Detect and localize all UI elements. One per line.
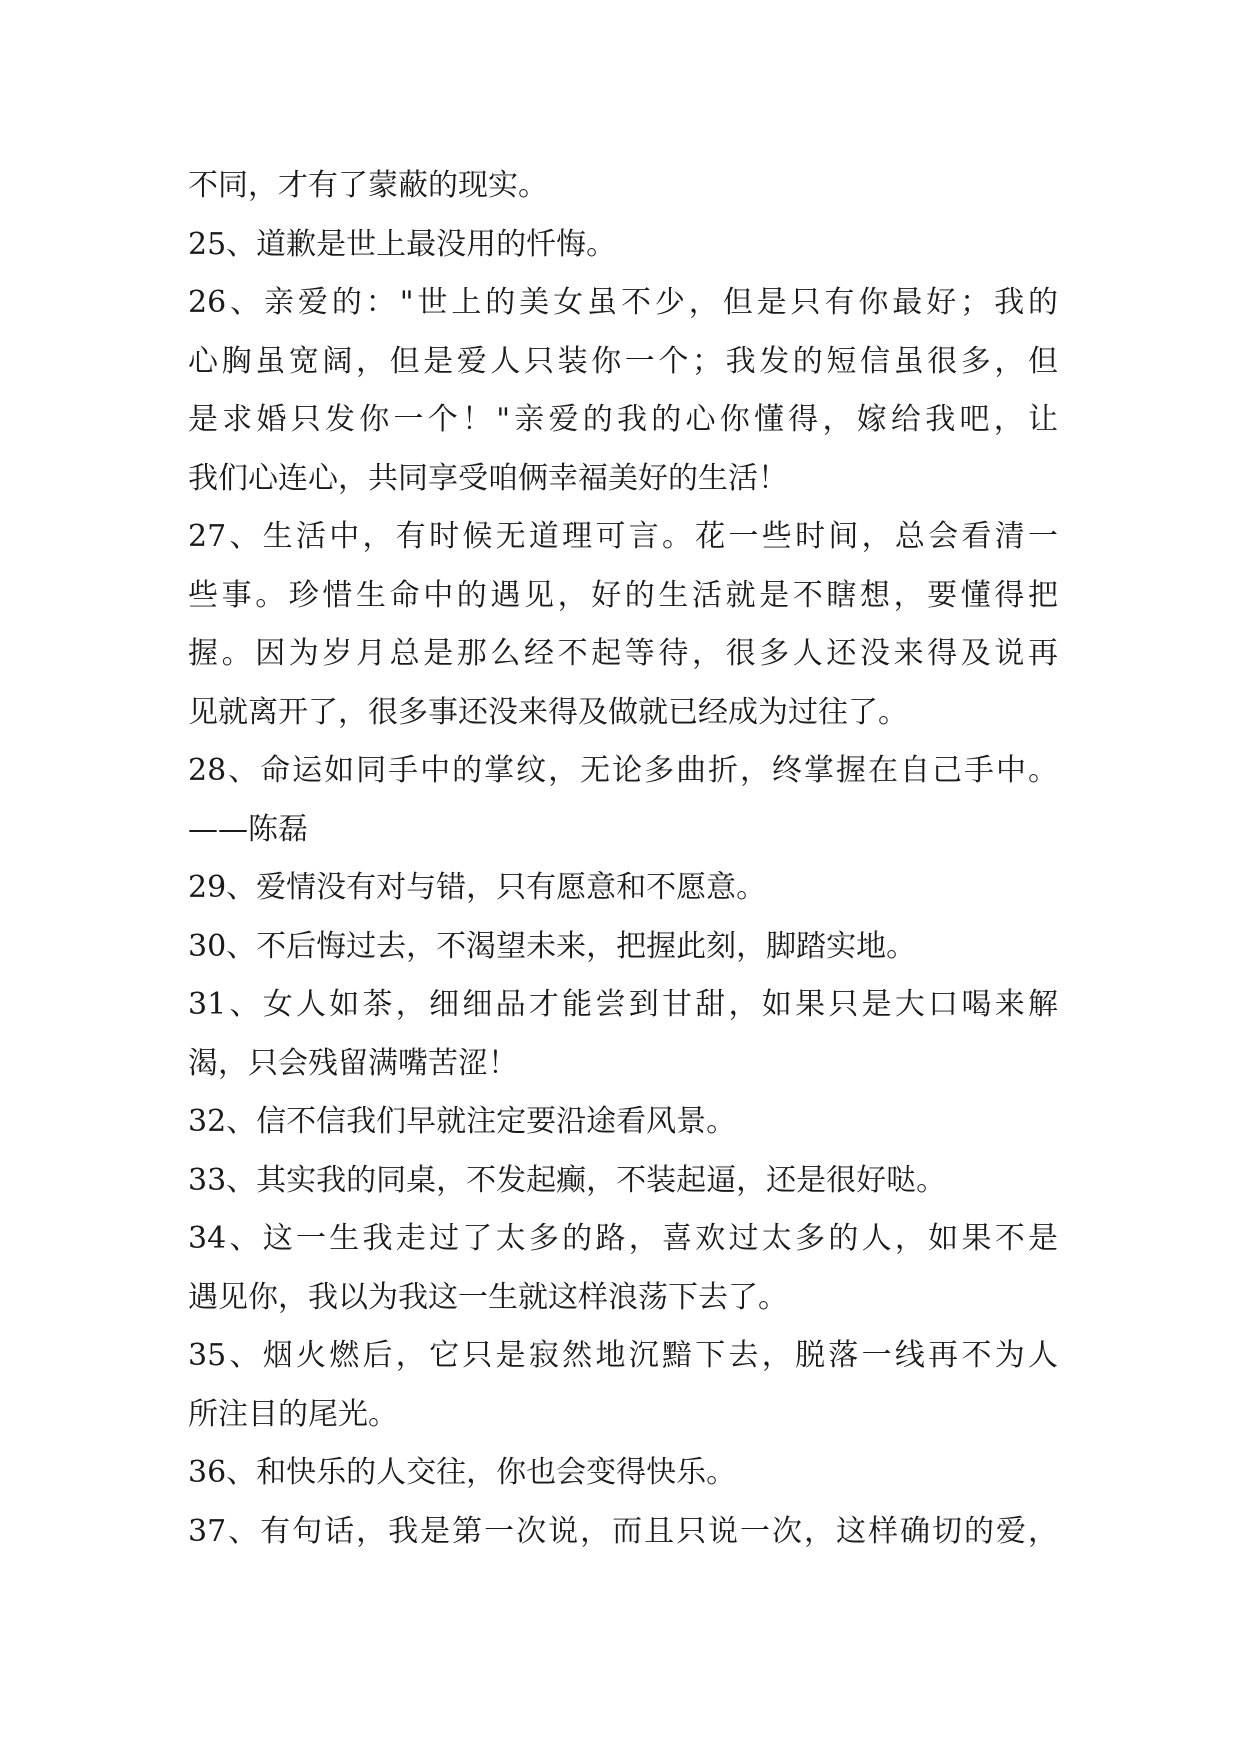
- text-line: 不同，才有了蒙蔽的现实。: [188, 168, 548, 203]
- text-line: 31、女人如茶，细细品才能尝到甘甜，如果只是大口喝来解: [188, 987, 1058, 1022]
- text-line: 27、生活中，有时候无道理可言。花一些时间，总会看清一: [188, 519, 1058, 554]
- text-line: 些事。珍惜生命中的遇见，好的生活就是不瞎想，要懂得把: [188, 577, 1058, 613]
- text-line: 25、道歉是世上最没用的忏悔。: [188, 226, 617, 262]
- text-line: 36、和快乐的人交往，你也会变得快乐。: [188, 1455, 737, 1490]
- text-line: 35、烟火燃后，它只是寂然地沉黯下去，脱落一线再不为人: [188, 1338, 1058, 1373]
- text-line: 33、其实我的同桌，不发起癫，不装起逼，还是很好哒。: [188, 1162, 947, 1198]
- text-line: ——陈磊: [188, 811, 308, 847]
- text-line: 渴，只会残留满嘴苦涩！: [188, 1045, 518, 1081]
- text-line: 见就离开了，很多事还没来得及做就已经成为过往了。: [188, 694, 908, 730]
- text-line: 所注目的尾光。: [188, 1396, 398, 1432]
- text-line: 心胸虽宽阔，但是爱人只装你一个；我发的短信虽很多，但: [188, 343, 1058, 379]
- text-line: 29、爱情没有对与错，只有愿意和不愿意。: [188, 870, 767, 905]
- text-line: 34、这一生我走过了太多的路，喜欢过太多的人，如果不是: [188, 1221, 1058, 1256]
- text-line: 26、亲爱的："世上的美女虽不少，但是只有你最好；我的: [188, 285, 1058, 320]
- text-line: 32、信不信我们早就注定要沿途看风景。: [188, 1104, 737, 1139]
- text-line: 握。因为岁月总是那么经不起等待，很多人还没来得及说再: [188, 636, 1058, 671]
- document-body: [188, 157, 1058, 1561]
- text-line: 37、有句话，我是第一次说，而且只说一次，这样确切的爱，: [188, 1513, 1058, 1549]
- text-line: 我们心连心，共同享受咱俩幸福美好的生活！: [188, 460, 788, 496]
- text-line: 是求婚只发你一个！"亲爱的我的心你懂得，嫁给我吧，让: [188, 402, 1058, 437]
- text-line: 30、不后悔过去，不渴望未来，把握此刻，脚踏实地。: [188, 928, 917, 964]
- text-line: 遇见你，我以为我这一生就这样浪荡下去了。: [188, 1279, 788, 1315]
- text-line: 28、命运如同手中的掌纹，无论多曲折，终掌握在自己手中。: [188, 753, 1058, 788]
